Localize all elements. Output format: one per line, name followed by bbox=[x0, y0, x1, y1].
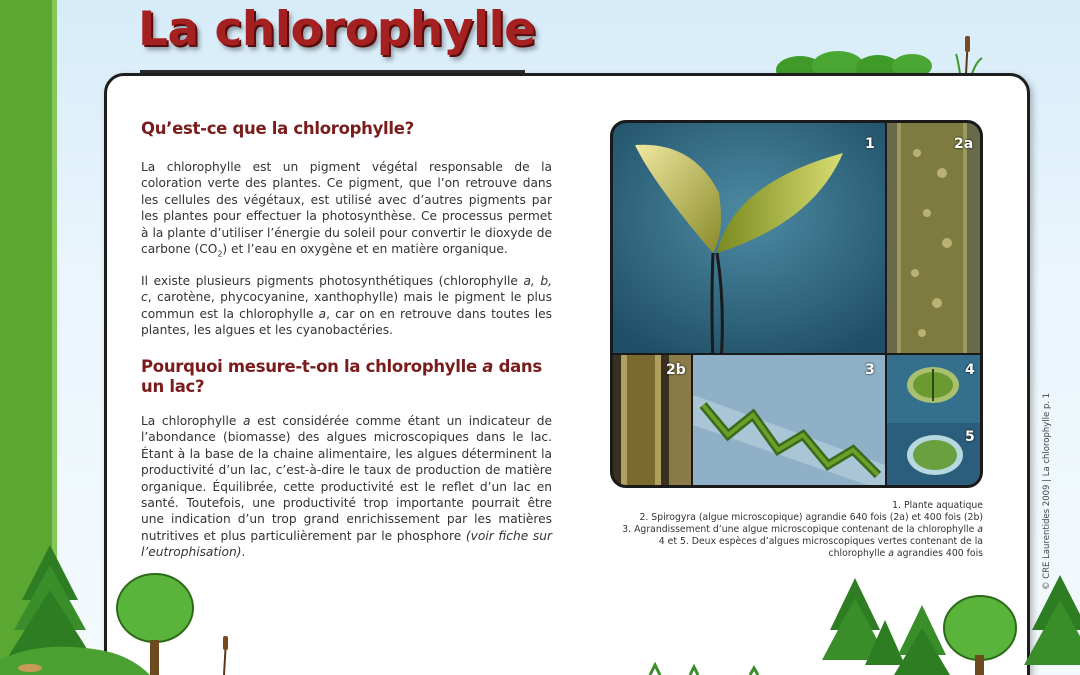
right-trees-icon bbox=[822, 575, 1080, 675]
photo-label-2b: 2b bbox=[666, 362, 686, 378]
caption-1: 1. Plante aquatique bbox=[892, 500, 983, 511]
section2-paragraph: La chlorophylle a est considérée comme étant un indicateur de l’abondance (biomasse) des algues microscopiques dans le lac. Étant à la base de la chaine alimentaire, les algues déterminent la productivité d’un lac, c’est-à-dire le taux de production de matière organique. Équilibrée, cette productivité est le reflet d’un lac en santé. Toutefois, une productivité trop importante pourrait être une indication d’un trop grand enrichissement par les matières nutritives et plus particulièrement par le phosphore (voir fiche sur l’eutrophisation). bbox=[141, 414, 552, 560]
caption-3: 3. Agrandissement d’une algue microscopique contenant de la chlorophylle a bbox=[622, 524, 983, 535]
bottom-grass-icon bbox=[650, 665, 758, 675]
section1-paragraph2: Il existe plusieurs pigments photosynthétiques (chlorophylle a, b, c, carotène, phycocyanine, xanthophylle) mais le pigment le plus commun est la chlorophylle a, car on en retrouve dans toutes les plantes, les algues et les cyanobactéries. bbox=[141, 274, 552, 338]
photo-label-3: 3 bbox=[865, 362, 875, 378]
caption-2: 2. Spirogyra (algue microscopique) agrandie 640 fois (2a) et 400 fois (2b) bbox=[639, 512, 983, 523]
photo-label-2a: 2a bbox=[954, 136, 974, 152]
photo-label-4: 4 bbox=[965, 362, 975, 378]
section1-heading: Qu’est-ce que la chlorophylle? bbox=[141, 119, 414, 138]
page-title: La chlorophylle bbox=[138, 2, 536, 57]
photo-label-1: 1 bbox=[865, 136, 875, 152]
section1-paragraph1: La chlorophylle est un pigment végétal responsable de la coloration verte des plantes. Ce pigment, que l’on retrouve dans les cellules des végétaux, est utilisé avec d’autres pigments par les plantes pour effectuer la photosynthèse. Ce processus permet à la plante d’utiliser l’énergie du soleil pour convertir le dioxyde de carbone $(CO_2)$ et l’eau en oxygène et en matière organique. bbox=[141, 160, 552, 259]
caption-5: chlorophylle a agrandies 400 fois bbox=[828, 548, 983, 559]
photo-label-5: 5 bbox=[965, 429, 975, 445]
side-credit: © CRE Laurentides 2009 | La chlorophylle p. 1 bbox=[1042, 392, 1052, 590]
section2-heading: Pourquoi mesure-t-on la chlorophylle a dans un lac? bbox=[141, 357, 542, 396]
caption-4: 4 et 5. Deux espèces d’algues microscopiques vertes contenant de la bbox=[658, 536, 983, 547]
